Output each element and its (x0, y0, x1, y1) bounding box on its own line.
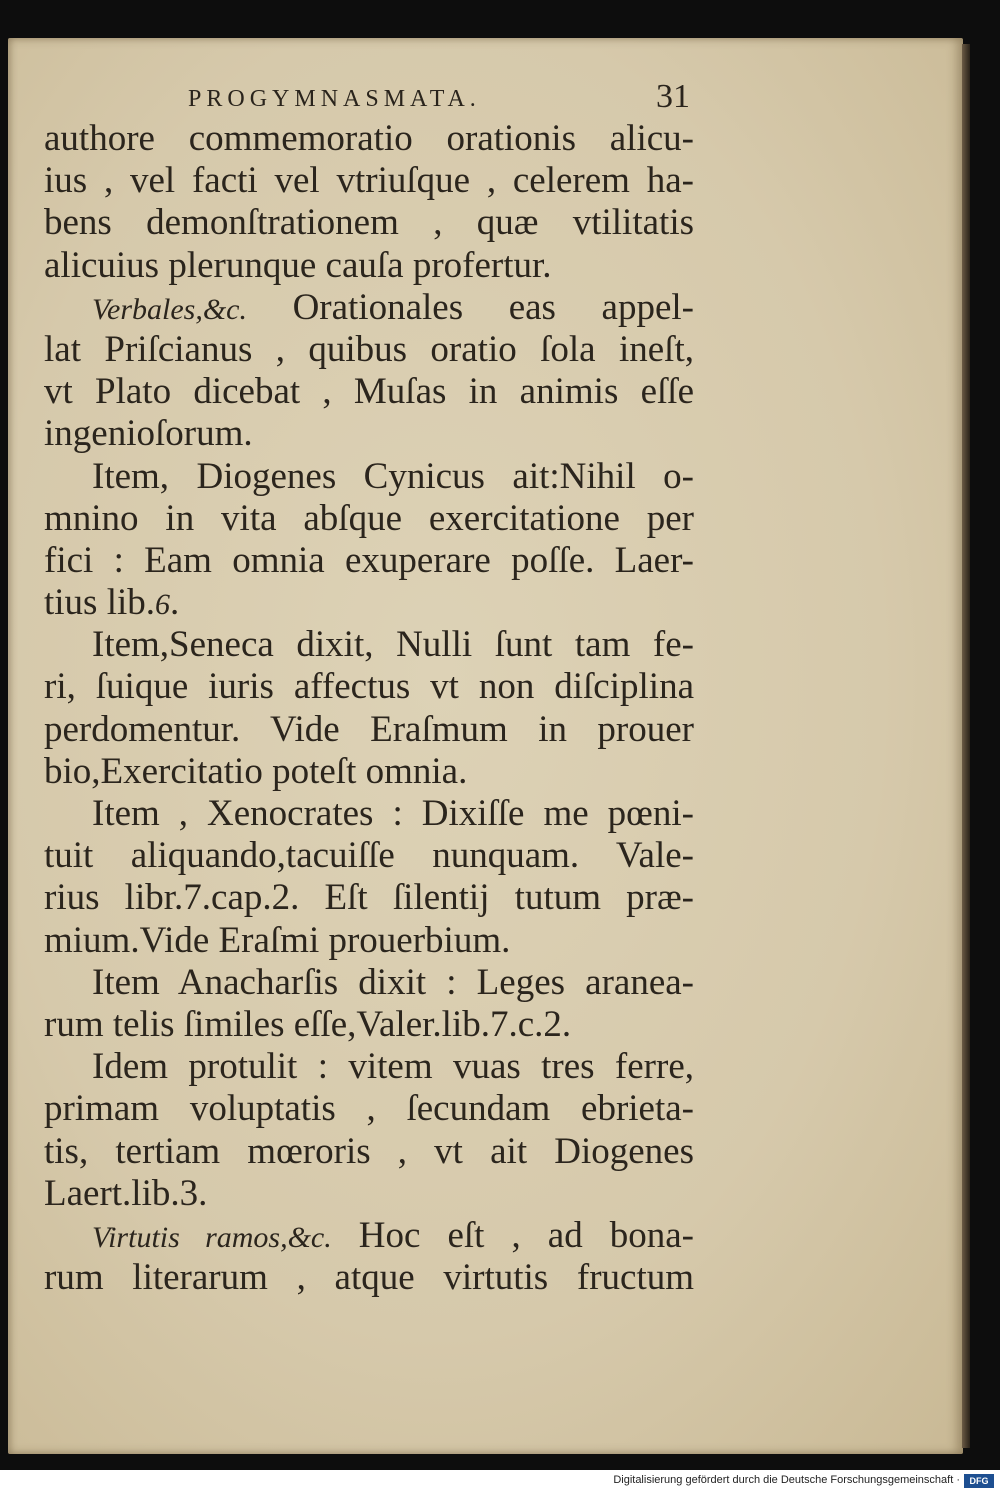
text-line (44, 751, 694, 793)
text-segment: tius lib. (44, 582, 156, 624)
text-line (44, 962, 694, 1004)
text-segment: mnino in vita abſque exercitatione per (44, 497, 694, 539)
text-segment: Item Anacharſis dixit : Leges aranea- (92, 961, 694, 1003)
text-segment: authore commemoratio orationis alicu- (44, 118, 694, 159)
text-segment: ingenioſorum. (44, 413, 253, 455)
text-segment: bens demonſtrationem , quæ vtilitatis (44, 202, 694, 244)
running-title: PROGYMNASMATA. (188, 86, 481, 112)
text-segment: Item,Seneca dixit, Nulli ſunt tam fe- (92, 624, 694, 666)
text-line (44, 624, 694, 666)
text-segment: fici : Eam omnia exuperare poſſe. Laer- (44, 539, 694, 581)
text-line (44, 1088, 694, 1130)
footer-credit: Digitalisierung gefördert durch die Deutsche Forschungsgemeinschaft · (613, 1474, 960, 1486)
text-line (44, 160, 694, 202)
text-line (44, 245, 694, 287)
running-head (0, 78, 1000, 122)
text-segment: perdomentur. Vide Eraſmum in prouer (44, 708, 694, 750)
text-line (44, 329, 694, 371)
text-segment: ri, ſuique iuris affectus vt non diſciplina (44, 666, 694, 708)
text-segment: Idem protulit : vitem vuas tres ferre, (92, 1046, 694, 1088)
text-line (44, 287, 694, 329)
text-line (44, 1046, 694, 1088)
text-segment: Item, Diogenes Cynicus ait:Nihil o- (92, 455, 694, 497)
italic-segment: Virtutis ramos,&c. (92, 1220, 332, 1254)
body-text (44, 118, 694, 1299)
text-line (44, 1257, 694, 1299)
page-number: 31 (656, 78, 690, 115)
text-segment: alicuius plerunque cauſa profertur. (44, 244, 552, 286)
text-line (44, 413, 694, 455)
footer-bar (0, 1470, 1000, 1492)
text-line (44, 371, 694, 413)
text-line (44, 709, 694, 751)
italic-segment: 6 (155, 588, 171, 622)
text-line (44, 835, 694, 877)
text-line (44, 1004, 694, 1046)
text-segment: vt Plato dicebat , Muſas in animis eſſe (44, 371, 694, 413)
text-line (44, 877, 694, 919)
text-line (44, 1215, 694, 1257)
text-segment: tis, tertiam mœroris , vt ait Diogenes (44, 1130, 694, 1172)
text-segment: rum literarum , atque virtutis fructum (44, 1257, 694, 1299)
dfg-logo: DFG (964, 1474, 994, 1488)
text-segment: mium.Vide Eraſmi prouerbium. (44, 919, 511, 961)
text-segment: tuit aliquando,tacuiſſe nunquam. Vale- (44, 835, 694, 877)
text-segment: Orationales eas appel- (246, 286, 694, 328)
text-segment: Item , Xenocrates : Dixiſſe me pœni- (92, 793, 694, 834)
text-line (44, 793, 694, 835)
text-segment: lat Priſcianus , quibus oratio ſola ineſt, (44, 328, 694, 370)
text-segment: Laert.lib.3. (44, 1172, 208, 1214)
text-segment: rius libr.7.cap.2. Eſt ſilentij tutum præ- (44, 877, 694, 919)
text-line (44, 1131, 694, 1173)
italic-segment: Verbales,&c. (92, 292, 247, 326)
page-edge (962, 44, 970, 1448)
text-line (44, 1173, 694, 1215)
text-segment: rum telis ſimiles eſſe,Valer.lib.7.c.2. (44, 1003, 572, 1045)
text-line (44, 202, 694, 244)
text-segment: bio,Exercitatio poteſt omnia. (44, 750, 468, 792)
text-segment: primam voluptatis , ſecundam ebrieta- (44, 1088, 694, 1130)
text-line (44, 540, 694, 582)
text-line (44, 456, 694, 498)
text-segment: . (170, 582, 180, 624)
text-line (44, 498, 694, 540)
text-segment: Hoc eſt , ad bona- (331, 1214, 694, 1256)
text-line (44, 920, 694, 962)
text-line (44, 582, 694, 624)
text-line (44, 118, 694, 160)
text-line (44, 666, 694, 708)
text-segment: ius , vel facti vel vtriuſque , celerem ha- (44, 160, 694, 202)
